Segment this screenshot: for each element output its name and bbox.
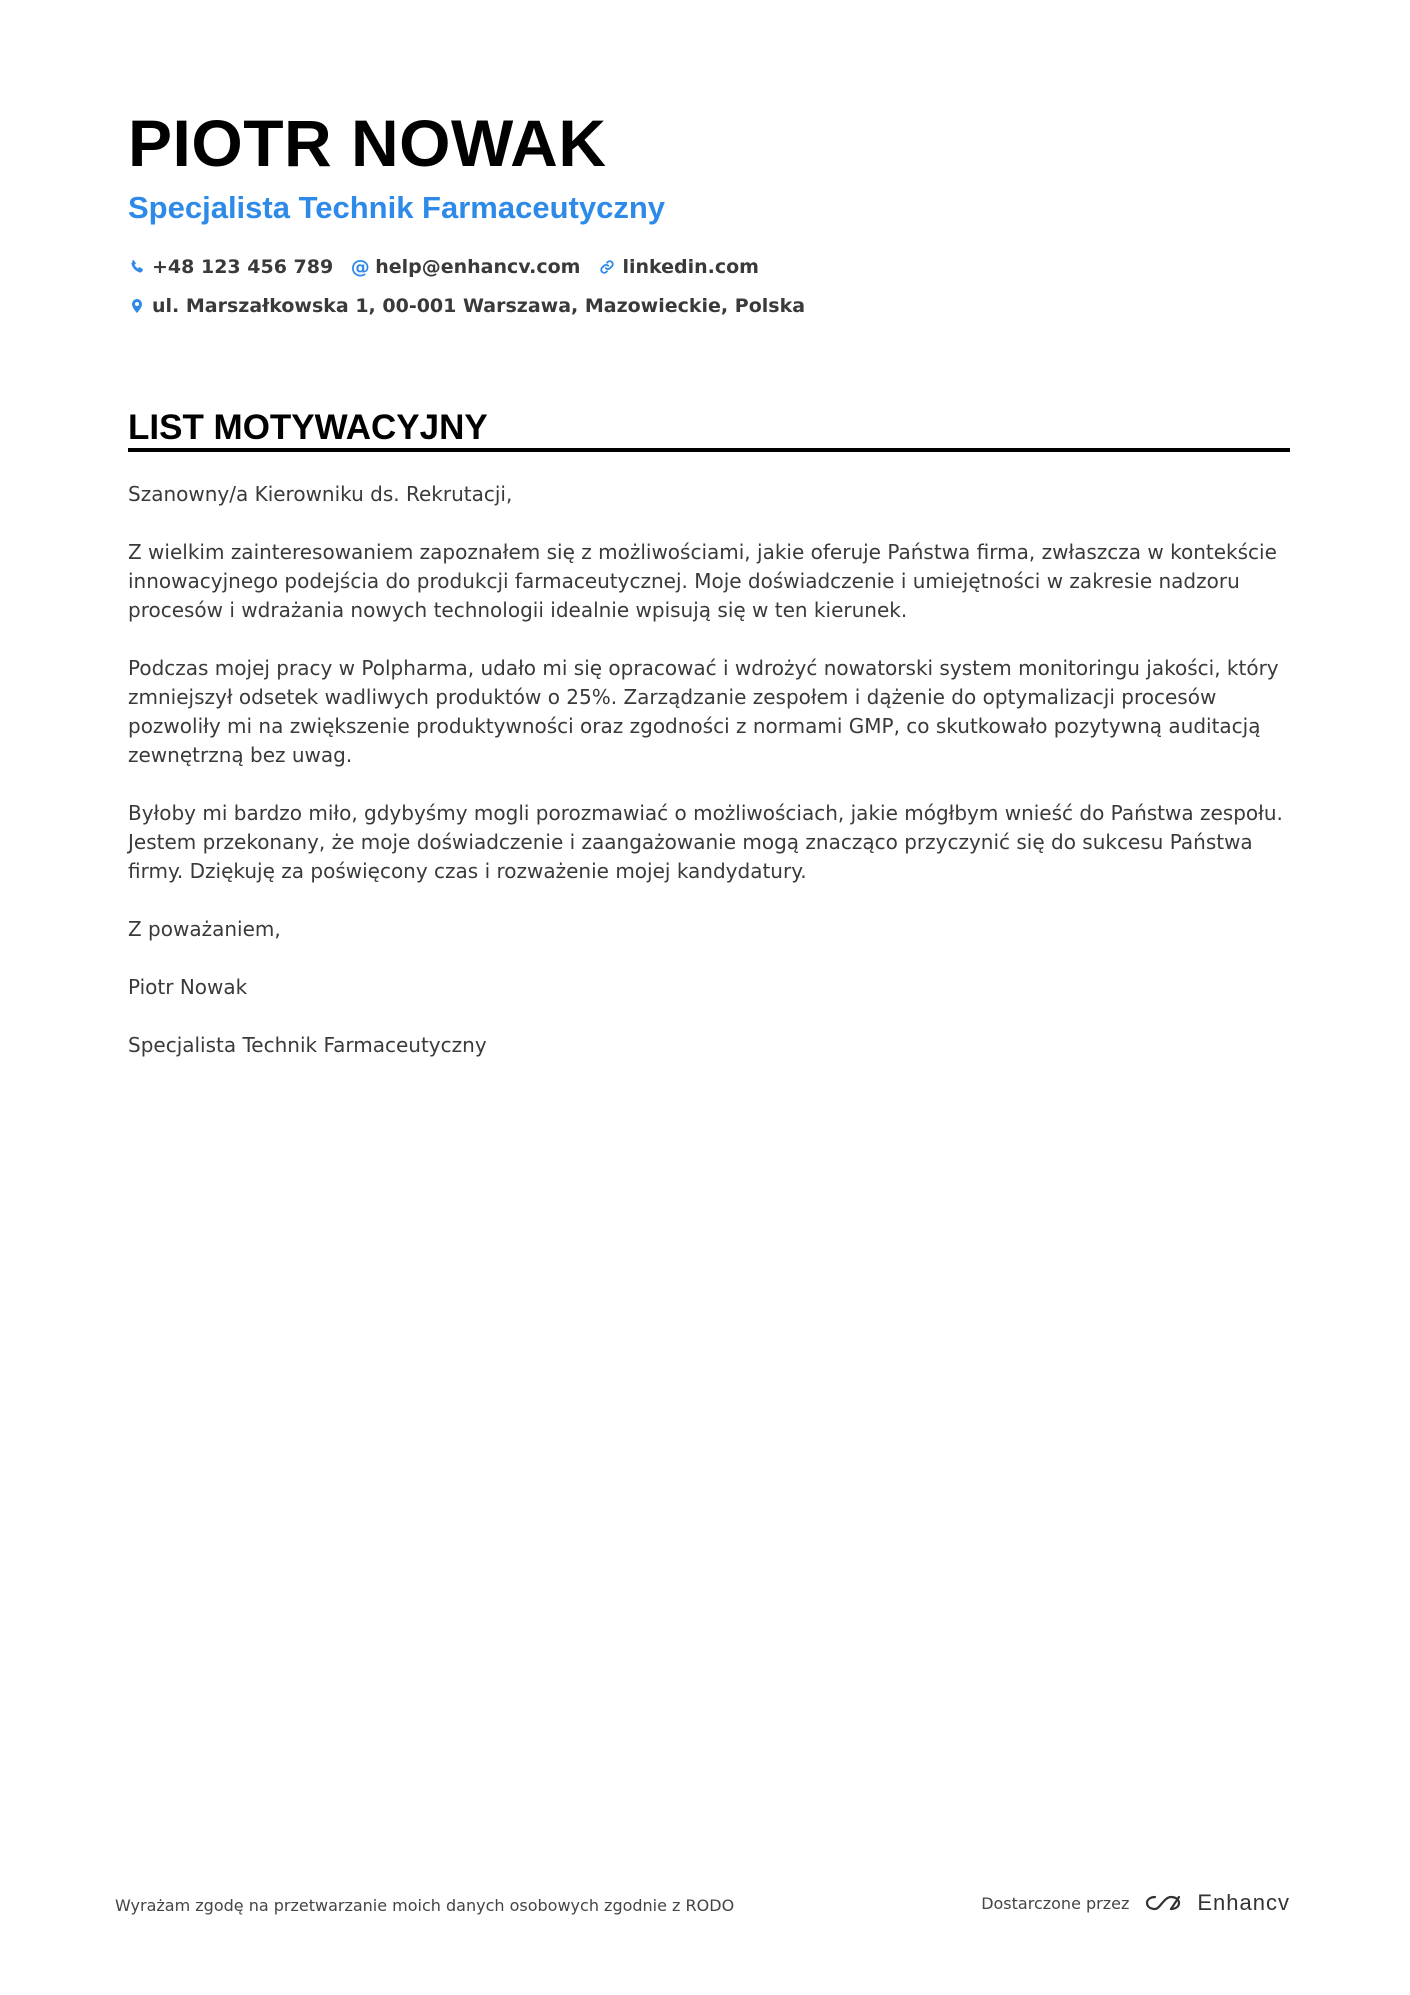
footer-consent: Wyrażam zgodę na przetwarzanie moich danych osobowych zgodnie z RODO [115, 1896, 735, 1915]
at-icon: @ [350, 255, 370, 278]
brand-name: Enhancv [1197, 1890, 1290, 1915]
signature-name: Piotr Nowak [128, 975, 248, 999]
phone-icon [128, 258, 146, 276]
link-text: linkedin.com [622, 256, 759, 278]
email-text: help@enhancv.com [375, 256, 581, 278]
contact-row-address [128, 295, 823, 317]
letter-paragraph-2: Podczas mojej pracy w Polpharma, udało mi się opracować i wdrożyć nowatorski system monitoringu jakości, który zmniejszył odsetek wadliwych produktów o 25%. Zarządzanie zespołem i dążenie do optymalizacji procesów pozwoliły mi na zwiększenie produktywności oraz zgodności z normami GMP, co skutkowało pozytywną auditacją zewnętrzną bez uwag. [128, 656, 1279, 767]
section-title: LIST MOTYWACYJNY [128, 408, 488, 447]
footer-brand[interactable] [981, 1890, 1290, 1916]
powered-by-text: Dostarczone przez [981, 1893, 1130, 1913]
link-icon [598, 258, 616, 276]
enhancv-logo-icon [1141, 1891, 1187, 1915]
letter-paragraph-1: Z wielkim zainteresowaniem zapoznałem się z możliwościami, jakie oferuje Państwa firma, zwłaszcza w kontekście innowacyjnego podejścia do produkcji farmaceutycznej. Moje doświadczenie i umiejętności w zakresie nadzoru procesów i wdrażania nowych technologii idealnie wpisują się w ten kierunek. [128, 540, 1277, 622]
letter-greeting: Szanowny/a Kierowniku ds. Rekrutacji, [128, 482, 513, 506]
section-divider [128, 448, 1290, 452]
letter-closing: Z poważaniem, [128, 917, 281, 941]
phone-text: +48 123 456 789 [152, 256, 334, 278]
candidate-name: PIOTR NOWAK [128, 106, 607, 180]
candidate-role: Specjalista Technik Farmaceutyczny [128, 190, 665, 225]
contact-address [128, 295, 805, 317]
signature-role: Specjalista Technik Farmaceutyczny [128, 1033, 487, 1057]
letter-body [128, 480, 1290, 1089]
letter-paragraph-3: Byłoby mi bardzo miło, gdybyśmy mogli porozmawiać o możliwościach, jakie mógłbym wnieść do Państwa zespołu. Jestem przekonany, że moje doświadczenie i zaangażowanie mogą znacząco przyczynić się do sukcesu Państwa firmy. Dziękuję za poświęcony czas i rozważenie mojej kandydatury. [128, 801, 1283, 883]
address-text: ul. Marszałkowska 1, 00-001 Warszawa, Mazowieckie, Polska [152, 295, 806, 317]
contact-phone[interactable] [128, 256, 333, 278]
contact-email[interactable] [351, 256, 580, 278]
contact-row-primary [128, 256, 777, 278]
contact-link[interactable] [598, 256, 759, 278]
location-pin-icon [128, 297, 146, 315]
